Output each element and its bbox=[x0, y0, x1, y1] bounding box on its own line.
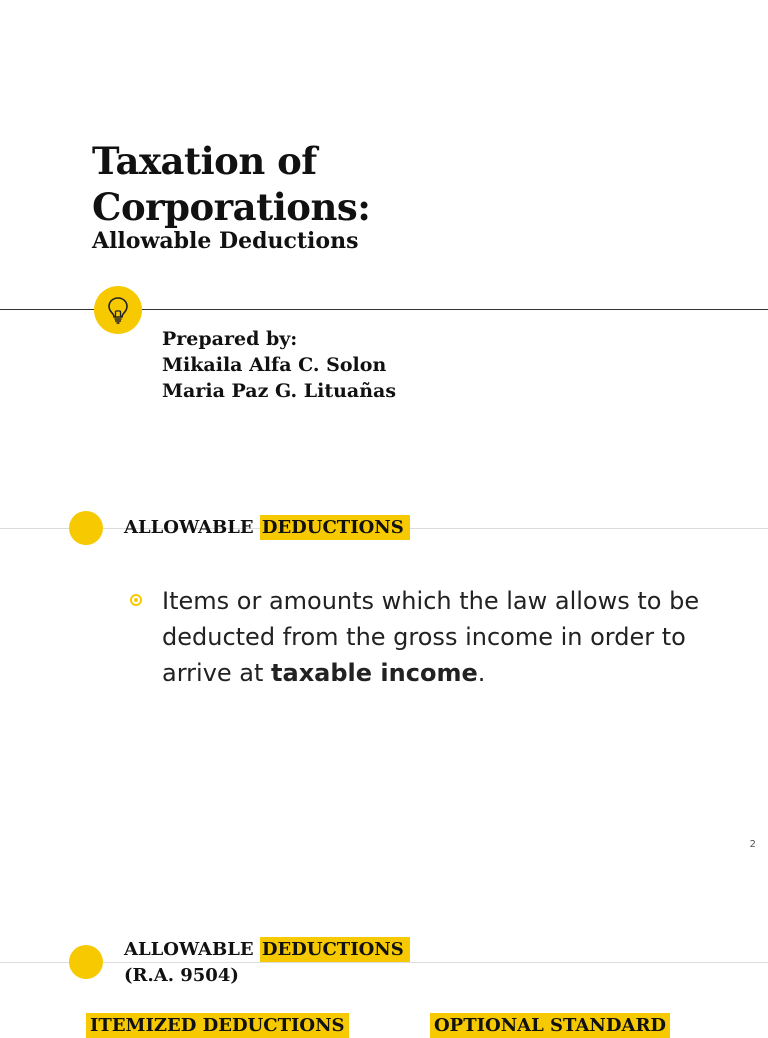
author-name: Mikaila Alfa C. Solon bbox=[162, 354, 387, 376]
slide-heading bbox=[124, 937, 410, 989]
prepared-by-label: Prepared by: bbox=[162, 328, 298, 350]
bullet-item bbox=[162, 583, 702, 691]
heading-subtext: (R.A. 9504) bbox=[124, 965, 239, 986]
column-heading-itemized: ITEMIZED DEDUCTIONS bbox=[86, 1013, 349, 1038]
accent-circle bbox=[69, 511, 103, 545]
bullet-text: Items or amounts which the law allows to be deducted from the gross income in order to arrive at bbox=[162, 587, 700, 687]
lightbulb-icon bbox=[94, 286, 142, 334]
bullet-period: . bbox=[477, 659, 486, 687]
title-line-2: Corporations: bbox=[92, 185, 371, 229]
accent-circle bbox=[69, 945, 103, 979]
deductions-slide bbox=[0, 885, 768, 1036]
page-number: 2 bbox=[749, 839, 756, 850]
slide-heading bbox=[124, 517, 410, 538]
slide-title bbox=[92, 138, 370, 230]
prepared-by-block bbox=[162, 326, 396, 404]
ring-bullet-icon bbox=[130, 594, 142, 606]
title-line-1: Taxation of bbox=[92, 139, 317, 183]
definition-slide bbox=[0, 475, 768, 885]
column-heading-optional: OPTIONAL STANDARD bbox=[430, 1013, 670, 1038]
title-slide bbox=[0, 0, 768, 475]
heading-text: ALLOWABLE bbox=[124, 939, 260, 960]
heading-text: ALLOWABLE bbox=[124, 517, 260, 538]
heading-highlight: DEDUCTIONS bbox=[260, 937, 410, 962]
lightbulb-glyph bbox=[106, 296, 130, 324]
heading-highlight: DEDUCTIONS bbox=[260, 515, 410, 540]
author-name: Maria Paz G. Lituañas bbox=[162, 380, 397, 402]
bullet-emphasis: taxable income bbox=[271, 659, 478, 687]
slide-subtitle: Allowable Deductions bbox=[92, 228, 359, 254]
